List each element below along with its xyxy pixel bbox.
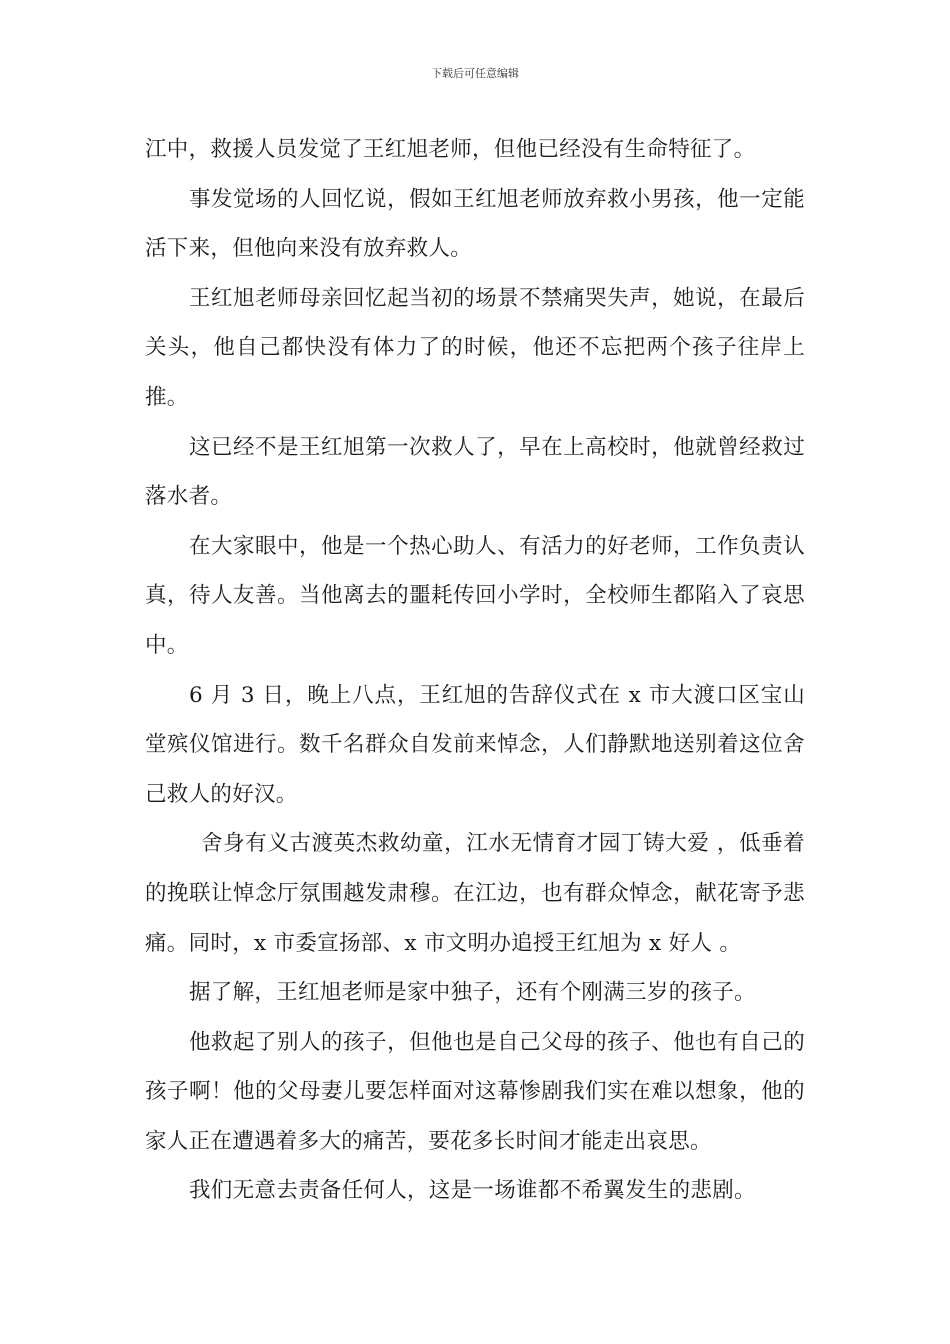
page-header-note: 下载后可任意编辑 [431,67,519,80]
paragraph-10: 我们无意去责备任何人，这是一场谁都不希翼发生的悲剧。 [189,1178,756,1204]
paragraph-4: 这已经不是王红旭第一次救人了，早在上高校时，他就曾经救过落水者。 [145,434,805,510]
paragraph-8: 据了解，王红旭老师是家中独子，还有个刚满三岁的孩子。 [189,980,756,1006]
paragraph-1: 江中，救援人员发觉了王红旭老师，但他已经没有生命特征了。 [145,137,756,162]
paragraph-5: 在大家眼中，他是一个热心助人、有活力的好老师，工作负责认真，待人友善。当他离去的噩耗传回小学时，全校师生都陷入了哀思中。 [145,533,805,658]
paragraph-2: 事发觉场的人回忆说，假如王红旭老师放弃救小男孩，他一定能活下来，但他向来没有放弃救人。 [145,186,805,262]
document-body [145,125,805,1216]
paragraph-9: 他救起了别人的孩子，但他也是自己父母的孩子、他也有自己的孩子啊！他的父母妻儿要怎样面对这幕惨剧我们实在难以想象，他的家人正在遭遇着多大的痛苦，要花多长时间才能走出哀思。 [145,1029,805,1154]
paragraph-7: 舍身有义古渡英杰救幼童，江水无情育才园丁铸大爱 ，低垂着的挽联让悼念厅氛围越发肃穆。在江边，也有群众悼念，献花寄予悲痛。同时，x 市委宣扬部、x 市文明办追授王红旭为 x 好人 。 [145,831,805,956]
paragraph-3: 王红旭老师母亲回忆起当初的场景不禁痛哭失声，她说，在最后关头，他自己都快没有体力了的时候，他还不忘把两个孩子往岸上推。 [145,285,805,410]
paragraph-6: 6 月 3 日，晚上八点，王红旭的告辞仪式在 x 市大渡口区宝山堂殡仪馆进行。数千名群众自发前来悼念，人们静默地送别着这位舍己救人的好汉。 [145,682,805,807]
